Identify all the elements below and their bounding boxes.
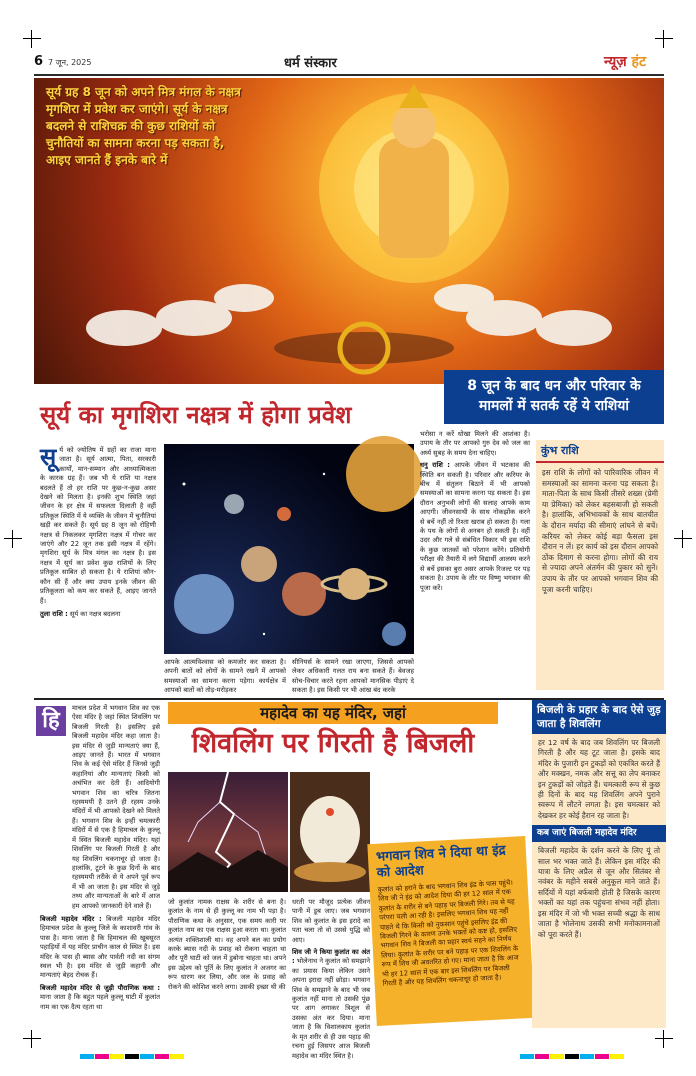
tula-heading: तुला राशि :: [40, 609, 68, 618]
dhanu-heading: धनु राशि :: [420, 461, 450, 470]
brand-accent: हंट: [631, 54, 647, 70]
story1-col3-text: सीनियर्स के सामने रखा जाएगा, जिससे आपको लेकर अधिकारी गलत राय बना सकते हैं। बेवजह सोच-विचार करते रहना आपको मानसिक पीड़ाएं दे सकता है। इस किसी पर भी आंख बंद करके: [292, 658, 414, 695]
story2-dropcap: हि: [36, 706, 66, 736]
story1-column-4: [420, 430, 530, 698]
lightning-bolt-illustration: [168, 772, 288, 892]
tula-text: सूर्य का नक्षत्र बदलना: [69, 609, 121, 618]
visit-sidebar-heading: कब जाएं बिजली महादेव मंदिर: [532, 825, 666, 842]
indra-callout-text: कुलांत को हराने के बाद भगवान शिव इंद्र के पास पहुंचे। शिव जी ने इंद्र को आदेश दिया की हर 12 साल में एक कुलांत के शरीर से बने पहाड़ पर बिजली गिरे। तब से यह परंपरा चली आ रही है। इसलिए भगवान शिव यह नहीं चाहते थे कि किसी को नुकसान पहुंचे इसलिए इंद्र की बिजली गिरने के कारण उनके भक्तों को कष्ट हो, इसलिए भगवान शिव ने बिजली का प्रहार स्वयं सहने का निर्णय लिया। कुलांत के शरीर पर बने पहाड़ पर एक शिवलिंग के रूप में शिव जी अवतरित हो गए। माना जाता है कि आज भी हर 12 साल में एक बार इस शिवलिंग पर बिजली गिरती है और यह शिवलिंग चकनाचूर हो जाता है।: [377, 878, 519, 988]
story1-headline: सूर्य का मृगशिरा नक्षत्र में होगा प्रवेश: [40, 400, 352, 429]
registration-mark-bottom-right: [655, 1030, 673, 1048]
hero-intro-text: सूर्य ग्रह 8 जून को अपने मित्र मंगल के नक्षत्र मृगशिरा में प्रवेश कर जाएंगे। सूर्य के नक्षत्र बदलने से राशिचक्र की कुछ राशियों को चुनौतियों का सामना करना पड़ सकता है, आइए जानते हैं इनके बारे में: [46, 85, 241, 167]
kumbh-heading: कुंभ राशि: [536, 440, 664, 463]
story1-column-1: [40, 442, 156, 696]
kumbh-sidebar: [536, 440, 664, 690]
story1-highlight-box: [444, 370, 664, 424]
shivling-illustration: [290, 772, 370, 892]
story1-column-3: [292, 658, 414, 698]
color-registration-bar-right: [520, 1044, 625, 1063]
story2-col3-text: धरती पर मौजूद प्रत्येक जीवन पानी में डूब जाए। जब भगवान शिव को कुलांत के इस इरादे का पता चला तो वो उससे युद्धि को आए।: [292, 898, 370, 944]
story1-highlight-text: 8 जून के बाद धन और परिवार के मामलों में सतर्क रहें ये राशियां: [467, 378, 641, 414]
registration-mark-mid-right: [674, 530, 692, 548]
story1-col2-text: आपके आत्मविश्वास को कमजोर कर सकता है। अपनी बातों को लोगों के सामने रखने में आपको समस्याओं का सामना करना पड़ेगा। कार्यक्षेत्र में आपको बातों को तोड़-मरोड़कर: [164, 658, 286, 695]
visit-sidebar-text: बिजली महादेव के दर्शन करने के लिए यूं तो साल भर भक्त जाते हैं। लेकिन इस मंदिर की यात्रा के लिए अप्रैल से जून और सितंबर से नवंबर के महीने सबसे अनुकूल माने जाते हैं। सर्दियों में यहां बर्फबारी होती है जिसके कारण भक्तों का यहां तक पहुंचना संभव नहीं होता। इस मंदिर में जो भी भक्त सच्ची श्रद्धा के साथ जाता है भोलेनाथ उसकी सभी मनोकामनाओं को पूरा करते हैं।: [538, 846, 660, 939]
shivling-sidebar-heading: बिजली के प्रहार के बाद ऐसे जुड़ जाता है शिवलिंग: [532, 700, 666, 734]
shivling-sidebar: [532, 700, 666, 1028]
hero-image-surya: [34, 78, 664, 384]
brand-logo: [604, 52, 646, 71]
story1-column-2: [164, 658, 286, 698]
planets-illustration: [164, 444, 414, 654]
story2-column-2: [168, 898, 286, 1023]
bijli-temple-text: बिजली महादेव मंदिर हिमाचल प्रदेश के कुल्लू जिले के काशावरी गांव के पास है। माना जाता है कि हिमाचल की खूबसूरत पहाड़ियों में यह मंदिर प्राचीन काल से स्थित है। इस मंदिर के पास ही ब्यास और पार्वती नदी का संगम स्थल भी है। इस मंदिर से जुड़ी कहानी और मान्यताएं बेहद रोचक हैं।: [40, 914, 160, 980]
story2-headline-line1: महादेव का यह मंदिर, जहां: [168, 702, 498, 724]
kumbh-text: इस राशि के लोगों को पारिवारिक जीवन में समस्याओं का सामना करना पड़ सकता है। माता-पिता के साथ किसी तीसरे शख्स (प्रेमी या प्रेमिका) को लेकर बहसबाजी हो सकती है। हालांकि, अभिभावकों के साथ बातचीत के दौरान मर्यादा की सीमाएं लांघने से बचें। करियर को लेकर कोई बड़ा फैसला इस दौरान न लें। हर कार्य को इस दौरान आपको ठोंक दिमाग से करना होगा। लोगों की राय से ज्यादा अपने अंतर्मन की पुकार को सुनें। उपाय के तौर पर आपको भगवान शिव की पूजा करनी चाहिए।: [542, 468, 658, 594]
section-title: धर्म संस्कार: [284, 56, 337, 71]
kulant-end-text: भोलेनाथ ने कुलांत को समझाने का प्रयास किया लेकिन उसने अपना इरादा नहीं छोड़ा। भगवान शिव के समझाने के बाद भी जब कुलांत नहीं माना तो उसकी पूंछ पर आग लगाकर त्रिशूल से उसका अंत कर दिया। माना जाता है कि विशालकाय कुलांत के मृत शरीर से ही उस पहाड़ की रचना हुई जिसपर आज बिजली महादेव का मंदिर स्थित है।: [292, 957, 370, 1060]
brand-name: न्यूज़: [604, 54, 627, 70]
issue-date: 7 जून, 2025: [48, 58, 92, 67]
lightning-image: [168, 772, 288, 892]
bijli-temple-heading: बिजली महादेव मंदिर :: [40, 914, 102, 923]
story2-headline-line2: शिवलिंग पर गिरती है बिजली: [191, 728, 475, 759]
indra-callout-box: [367, 836, 534, 1026]
page-number: 6: [34, 54, 44, 69]
registration-mark-mid-left: [4, 530, 22, 548]
shivling-sidebar-text: हर 12 वर्ष के बाद जब शिवलिंग पर बिजली गिरती है और यह टूट जाता है। इसके बाद मंदिर के पुजारी इन टुकड़ों को एकत्रित करते हैं और मक्खन, नमक और सत्तू का लेप बनाकर इन टुकड़ों को जोड़ते हैं। चमत्कारी रूप से कुछ ही दिनों के बाद यह शिवलिंग अपने पुराने स्वरूप में लौटने लगता है। इस चमत्कार को देखकर हर कोई हैरान रह जाता है।: [538, 738, 660, 820]
indra-callout-heading: भगवान शिव ने दिया था इंद्र को आदेश: [375, 843, 506, 881]
story1-dropcap: सू: [40, 442, 57, 471]
registration-mark-bottom-left: [23, 1030, 41, 1048]
story1-col4-text: भरोसा न करें धोखा मिलने की आशंका है। उपाय के तौर पर आपको गुरु देव को जल का अर्घ्य सुबह के समय देना चाहिए।: [420, 430, 530, 457]
story1-col1-text: र्य को ज्योतिष में ग्रहों का राजा माना जाता है। सूर्य आत्मा, पिता, सरकारी कार्यों, मान-सम्मान और आध्यात्मिकता के कारक ग्रह हैं। जब भी ये राशि या नक्षत्र बदलते हैं तो हर राशि पर कुछ-न-कुछ असर देखने को मिलता है। इनकी शुभ स्थिति जहां जीवन के हर क्षेत्र में सफलता दिलाती है वहीं प्रतिकूल स्थिति में ये व्यक्ति के जीवन में चुनौतियां खड़ी कर सकते हैं। सूर्य ग्रह 8 जून को रोहिणी नक्षत्र से निकलकर मृगशिरा नक्षत्र में गोचर कर जाएंगे और 22 जून तक इसी नक्षत्र में रहेंगे। मृगशिरा सूर्य के मित्र मंगल का नक्षत्र है। इस नक्षत्र में सूर्य का प्रवेश कुछ राशियों के लिए प्रतिकूल साबित हो सकता है। ये राशियां कौन-कौन सी हैं और क्या उपाय इनके जीवन की प्रतिकूलता को कम कर सकते हैं, आइए जानते हैं।: [40, 446, 156, 605]
color-registration-bar-left: [80, 1044, 185, 1063]
dhanu-text: आपके जीवन में भटकाव की स्थिति बन सकती है। परिवार और करियर के बीच में संतुलन बिठाने में भी आपको समस्याओं का सामना करना पड़ सकता है। इस दौरान अनुभवी लोगों की सलाह आपके काम आएगी। जीवनसाथी के साथ नोकझोंक करने से बचें नहीं तो रिश्ता खराब हो सकता है। गला के पथ के लोगों से अनबन हो सकती है। वहीं उदर और गले से संबंधित विकार भी इस राशि के कुछ जातकों को परेशान करेंगे। प्रतियोगी परीक्षा की तैयारी में लगे विद्यार्थी आलस्य करने से बचें इसका बुरा असर आपके रिजल्ट पर पड़ सकता है। उपाय के तौर पर विष्णु भगवान की पूजा करें।: [420, 461, 530, 592]
shivling-image: [290, 772, 370, 892]
registration-mark-top-right: [655, 30, 673, 48]
story2-col2-text: जो कुलांत नामक राक्षस के शरीर से बना है। कुलांत के नाम से ही कुल्लू का नाम भी पड़ा है। पौराणिक कथा के अनुसार, एक समय कारी पर कुलांत नाम का एक राक्षस हुआ करता था। कुलांत अत्यंत शक्तिशाली था। वह अपने बल का प्रयोग करके ब्यास नदी के प्रवाह को रोकना चाहता था और पूरी घाटी को जल में डुबोना चाहता था। अपने इस उद्देश्य को पूर्ति के लिए कुलांत ने अजगर का रूप धारण कर लिया, और जल के प्रवाह को रोकने की कोशिश करने लगा। उसकी इच्छा थी की: [168, 898, 286, 991]
story2-col1-text: माचल प्रदेश में भगवान शिव का एक ऐसा मंदिर है जहां स्थित शिवलिंग पर बिजली गिरती है। इसलिए इसे बिजली महादेव मंदिर कहा जाता है। इस मंदिर से जुड़ी मान्यताएं क्या हैं, आइए जानते हैं। भारत में भगवान शिव के कई ऐसे मंदिर हैं जिनसे जुड़ी कहानियां और मान्यताएं किसी को अचंभित कर देती हैं। आदियोगी भगवान शिव का चरित्र जितना रहस्यमयी है उतने ही रहस्य उनके मंदिरों में भी आपको देखने को मिलते हैं। भगवान शिव के इन्हीं चमत्कारी मंदिरों में से एक है हिमाचल के कुल्लू में स्थित बिजली महादेव मंदिर। यहां शिवलिंग पर बिजली गिरती है और यह शिवलिंग चकनाचूर हो जाता है। हालांकि, टूटने के कुछ दिनों के बाद रहस्यमयी तरीके से ये अपने पूर्व रूप में भी आ जाता है। इस मंदिर से जुड़े तथ्य और मान्यताओं के बारे में आज हम आपको जानकारी देने वाले हैं।: [72, 704, 160, 910]
kulant-end-heading: शिव जी ने किया कुलांत का अंत :: [292, 948, 370, 966]
registration-mark-top-left: [23, 30, 41, 48]
story2-column-3: [292, 898, 370, 1060]
solar-system-image: [164, 444, 414, 654]
legend-heading: बिजली महादेव मंदिर से जुड़ी पौराणिक कथा :: [40, 983, 160, 992]
legend-text: माना जाता है कि बहुत पहले कुल्लू घाटी में कुलांत नाम का एक दैत्य रहता था: [40, 993, 160, 1011]
page-header: [34, 52, 664, 76]
story2-column-1: [40, 704, 160, 1020]
